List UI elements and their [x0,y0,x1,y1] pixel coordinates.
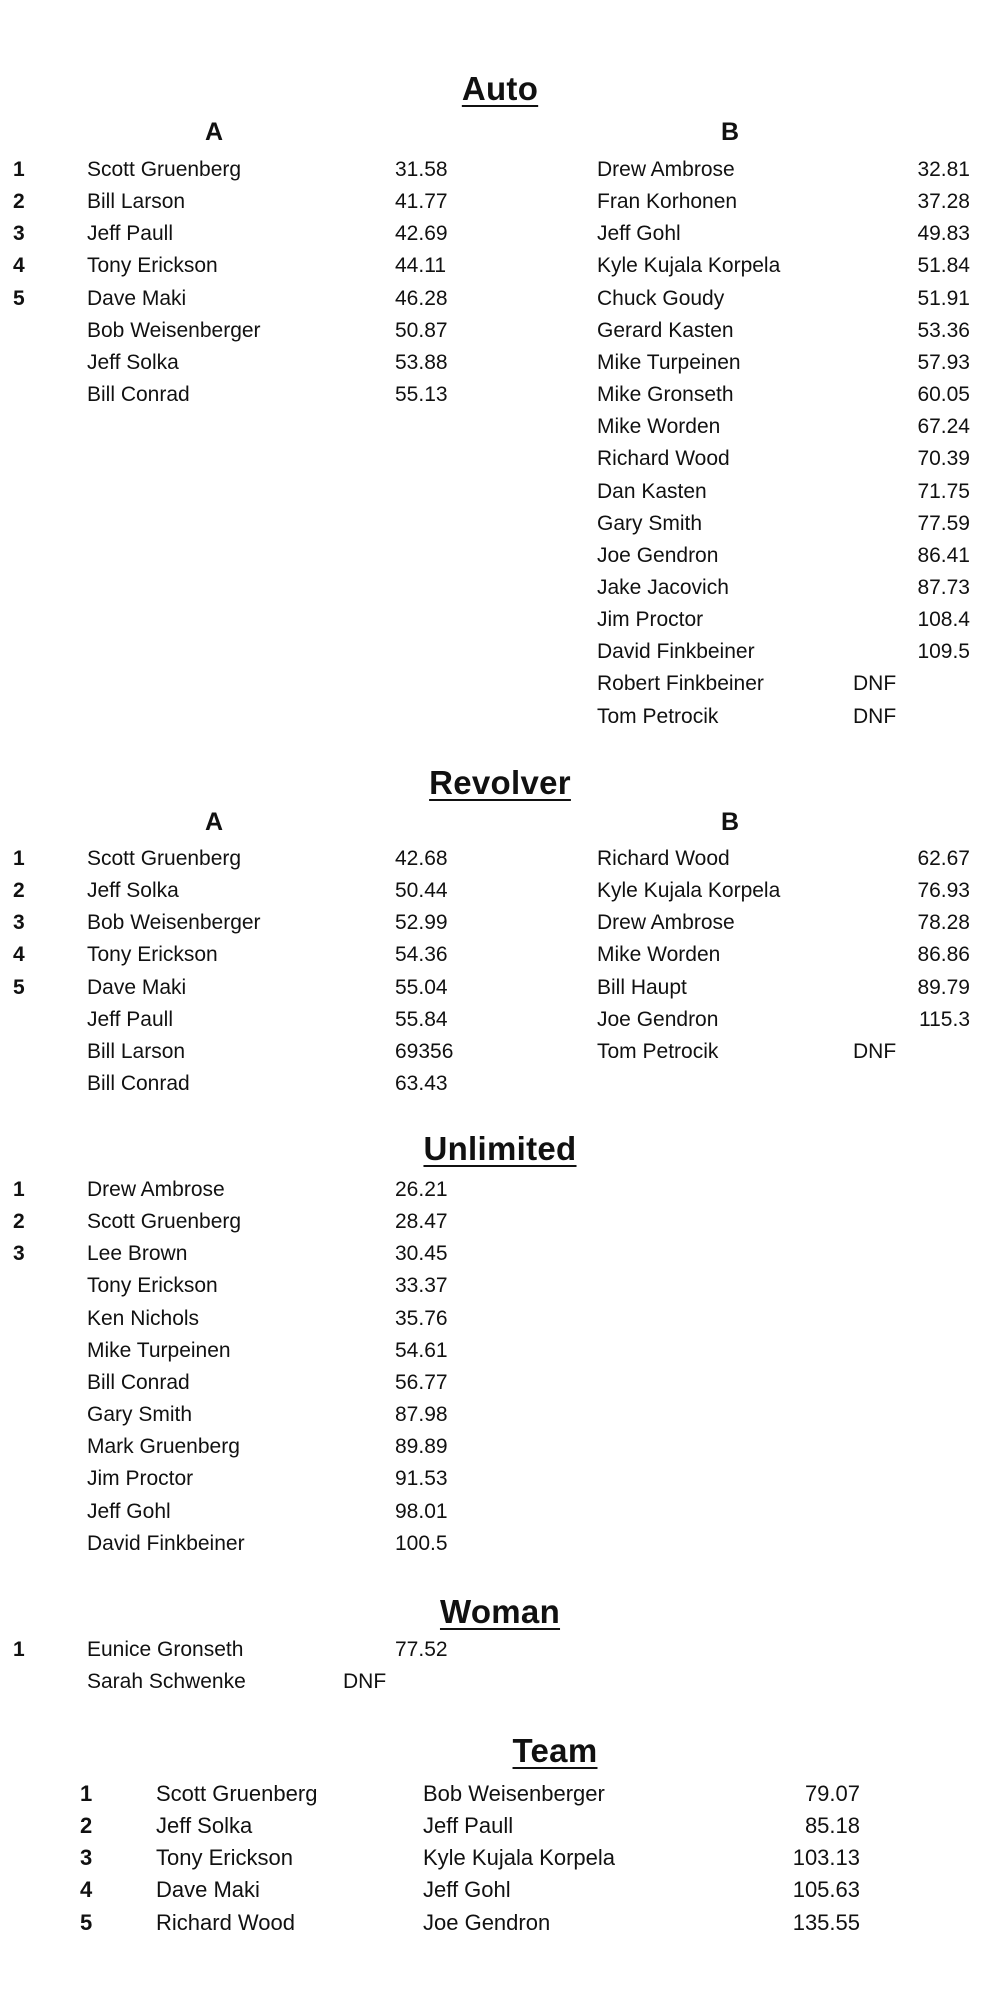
competitor-name: Tony Erickson [87,943,218,967]
result-time: 86.86 [917,943,970,967]
competitor-name: Bill Conrad [87,1072,190,1096]
team-time: 85.18 [804,1813,860,1839]
competitor-name: Lee Brown [87,1242,188,1266]
result-time: 71.75 [917,479,970,503]
result-time: 67.24 [917,415,970,439]
competitor-name: Bill Larson [87,1039,186,1063]
section-title-revolver: Revolver [429,764,571,801]
result-time: DNF [853,1039,897,1063]
rank-number: 4 [13,943,25,967]
result-time: 63.43 [395,1072,448,1096]
competitor-name: Scott Gruenberg [87,1210,242,1234]
competitor-name: Dave Maki [87,286,187,310]
competitor-name: Drew Ambrose [87,1178,225,1201]
result-time: 98.01 [395,1499,448,1523]
result-time: 86.41 [917,543,970,567]
competitor-name: Jeff Gohl [597,222,681,246]
result-time: 57.93 [917,350,970,374]
result-time: 109.5 [917,640,970,664]
result-time: 77.52 [395,1638,448,1661]
competitor-name: David Finkbeiner [597,640,755,664]
rank-number: 1 [13,1178,25,1201]
competitor-name: Gerard Kasten [597,318,734,342]
result-time: 50.44 [395,879,448,903]
result-time: 42.69 [395,222,448,246]
competitor-name: Drew Ambrose [597,911,735,935]
result-time: 100.5 [395,1531,448,1555]
team-member-1: Richard Wood [156,1909,295,1935]
team-member-1: Jeff Solka [156,1813,253,1839]
result-time: 50.87 [395,318,448,342]
competitor-name: Bill Conrad [87,1370,190,1394]
competitor-name: Sarah Schwenke [87,1670,246,1694]
result-time: 55.84 [395,1007,448,1031]
result-time: 41.77 [395,190,448,214]
team-member-2: Joe Gendron [423,1909,551,1935]
competitor-name: Jake Jacovich [597,575,729,599]
rank-number: 1 [13,158,25,181]
result-time: DNF [343,1670,387,1694]
competitor-name: Drew Ambrose [597,158,735,181]
result-time: 35.76 [395,1306,448,1330]
result-time: 32.81 [917,158,970,181]
column-label-a: A [204,808,224,836]
competitor-name: Jim Proctor [87,1467,194,1491]
team-time: 105.63 [792,1877,860,1903]
result-time: 54.61 [395,1338,448,1362]
competitor-name: Eunice Gronseth [87,1638,244,1661]
team-time: 103.13 [792,1845,860,1871]
result-time: 89.79 [917,975,970,999]
competitor-name: David Finkbeiner [87,1531,245,1555]
competitor-name: Mike Turpeinen [597,350,741,374]
result-time: 87.73 [917,575,970,599]
column-label-b: B [720,118,740,146]
result-time: 33.37 [395,1274,448,1298]
competitor-name: Joe Gendron [597,543,719,567]
result-time: 52.99 [395,911,448,935]
section-title-woman: Woman [439,1593,561,1630]
result-time: DNF [853,704,897,728]
rank-number: 1 [80,1781,93,1806]
rank-number: 2 [80,1813,93,1839]
result-time: 78.28 [917,911,970,935]
result-time: 51.91 [917,286,970,310]
competitor-name: Bob Weisenberger [87,911,261,935]
team-member-1: Scott Gruenberg [156,1781,318,1806]
result-time: 89.89 [395,1435,448,1459]
result-time: 26.21 [395,1178,448,1201]
result-time: 53.88 [395,350,448,374]
result-time: 54.36 [395,943,448,967]
result-time: 53.36 [917,318,970,342]
result-time: 115.3 [919,1007,970,1031]
section-title-auto: Auto [461,70,539,107]
rank-number: 1 [13,847,25,870]
section-title-team: Team [512,1732,598,1769]
competitor-name: Jeff Gohl [87,1499,171,1523]
team-time: 135.55 [792,1909,860,1935]
result-time: 77.59 [917,511,970,535]
competitor-name: Mike Worden [597,943,721,967]
column-label-b: B [720,808,740,836]
competitor-name: Kyle Kujala Korpela [597,879,781,903]
result-time: 60.05 [917,383,970,407]
result-time: 46.28 [395,286,448,310]
result-time: 55.13 [395,383,448,407]
result-time: 51.84 [917,254,970,278]
result-time: 56.77 [395,1370,448,1394]
competitor-name: Mike Gronseth [597,383,734,407]
result-time: 70.39 [917,447,970,471]
result-time: 44.11 [395,254,446,278]
competitor-name: Kyle Kujala Korpela [597,254,781,278]
competitor-name: Ken Nichols [87,1306,200,1330]
competitor-name: Jeff Solka [87,350,179,374]
rank-number: 3 [13,911,25,935]
rank-number: 2 [13,879,25,903]
result-time: 49.83 [917,222,970,246]
rank-number: 3 [80,1845,93,1871]
rank-number: 2 [13,1210,25,1234]
rank-number: 3 [13,222,25,246]
rank-number: 4 [80,1877,93,1903]
rank-number: 3 [13,1242,25,1266]
result-time: DNF [853,672,897,696]
competitor-name: Jim Proctor [597,608,704,632]
competitor-name: Richard Wood [597,447,730,471]
competitor-name: Dave Maki [87,975,187,999]
rank-number: 1 [13,1638,25,1661]
competitor-name: Tony Erickson [87,254,218,278]
competitor-name: Jeff Paull [87,222,173,246]
competitor-name: Scott Gruenberg [87,158,242,181]
competitor-name: Bill Haupt [597,975,687,999]
team-member-2: Kyle Kujala Korpela [423,1845,616,1871]
rank-number: 5 [13,975,25,999]
rank-number: 5 [80,1909,93,1935]
result-time: 42.68 [395,847,448,870]
competitor-name: Tom Petrocik [597,1039,719,1063]
competitor-name: Bob Weisenberger [87,318,261,342]
rank-number: 2 [13,190,25,214]
competitor-name: Richard Wood [597,847,730,870]
result-time: 91.53 [395,1467,448,1491]
competitor-name: Tony Erickson [87,1274,218,1298]
competitor-name: Mike Worden [597,415,721,439]
competitor-name: Gary Smith [87,1403,193,1427]
team-member-2: Jeff Paull [423,1813,514,1839]
competitor-name: Tom Petrocik [597,704,719,728]
competitor-name: Bill Larson [87,190,186,214]
competitor-name: Scott Gruenberg [87,847,242,870]
competitor-name: Joe Gendron [597,1007,719,1031]
result-time: 87.98 [395,1403,448,1427]
section-title-unlimited: Unlimited [423,1130,577,1167]
rank-number: 4 [13,254,25,278]
competitor-name: Jeff Paull [87,1007,173,1031]
competitor-name: Dan Kasten [597,479,707,503]
competitor-name: Mark Gruenberg [87,1435,240,1459]
result-time: 55.04 [395,975,448,999]
result-time: 31.58 [395,158,448,181]
result-time: 30.45 [395,1242,448,1266]
team-member-2: Bob Weisenberger [423,1781,605,1806]
result-time: 37.28 [917,190,970,214]
team-member-1: Dave Maki [156,1877,260,1903]
column-label-a: A [204,118,224,146]
competitor-name: Chuck Goudy [597,286,725,310]
team-member-1: Tony Erickson [156,1845,293,1871]
competitor-name: Gary Smith [597,511,703,535]
result-time: 69356 [395,1039,454,1063]
result-time: 76.93 [917,879,970,903]
team-member-2: Jeff Gohl [423,1877,511,1903]
result-time: 28.47 [395,1210,448,1234]
competitor-name: Mike Turpeinen [87,1338,231,1362]
competitor-name: Bill Conrad [87,383,190,407]
competitor-name: Robert Finkbeiner [597,672,764,696]
competitor-name: Jeff Solka [87,879,179,903]
result-time: 108.4 [917,608,970,632]
team-time: 79.07 [804,1781,860,1806]
rank-number: 5 [13,286,25,310]
result-time: 62.67 [917,847,970,870]
competitor-name: Fran Korhonen [597,190,738,214]
